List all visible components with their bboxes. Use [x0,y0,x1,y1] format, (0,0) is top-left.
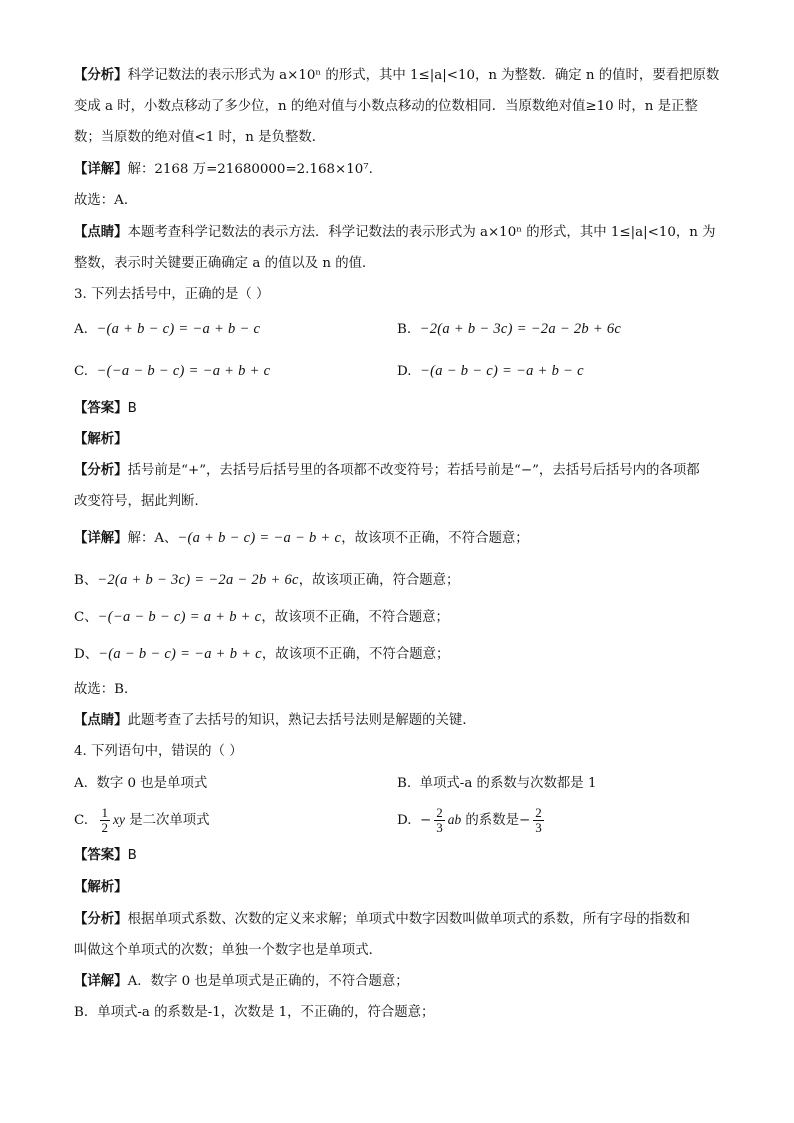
q2-comment-line-1: 【点睛】本题考查科学记数法的表示方法．科学记数法的表示形式为 a×10ⁿ 的形式，其中 1≤|a|<10，n 为 [74,225,716,240]
q3-option-a: A. −(a + b − c) = −a + b − c [74,321,261,337]
fraction-two-thirds-answer: $\frac{2}{3}$ [535,805,542,835]
q4-detail-b: B．单项式-a 的系数是-1，次数是 1，不正确的，符合题意； [74,1005,435,1020]
q4-option-c: C. $\frac{1}{2}$ xy 是二次单项式 [74,805,210,835]
q4-stem: 4. 下列语句中，错误的（ ） [74,744,243,759]
q2-analysis-line-2: 变成 a 时，小数点移动了多少位，n 的绝对值与小数点移动的位数相同．当原数绝对值≥10 时，n 是正整 [74,99,698,114]
q4-explain-label: 【解析】 [74,880,128,895]
q3-answer: 【答案】B [74,401,137,416]
q4-answer: 【答案】B [74,848,137,863]
q2-comment-line-2: 整数，表示时关键要正确确定 a 的值以及 n 的值． [74,256,376,271]
q3-detail-b: B、−2(a + b − 3c) = −2a − 2b + 6c，故该项正确，符合题意； [74,572,460,588]
q3-choose: 故选：B． [74,682,138,697]
q2-choose: 故选：A． [74,193,138,208]
q4-option-a: A. 数字 0 也是单项式 [74,776,208,791]
q3-detail-c: C、−(−a − b − c) = a + b + c，故该项不正确，不符合题意； [74,609,449,625]
q3-explain-label: 【解析】 [74,432,128,447]
q2-analysis-line-1: 【分析】科学记数法的表示形式为 a×10ⁿ 的形式，其中 1≤|a|<10，n 为整数．确定 n 的值时，要看把原数 [74,68,720,83]
analysis-label: 【分析】 [74,68,128,83]
q3-detail-a: 【详解】解：A、−(a + b − c) = −a − b + c，故该项不正确，不符合题意； [74,530,529,546]
q2-analysis-line-3: 数；当原数的绝对值<1 时，n 是负整数． [74,130,326,145]
q3-analysis-line-2: 改变符号，据此判断． [74,494,208,509]
q2-detail: 【详解】解：2168 万=21680000=2.168×10⁷. [74,162,373,177]
fraction-two-thirds: $\frac{2}{3}$ [436,805,443,835]
q4-analysis-line-2: 叫做这个单项式的次数；单独一个数字也是单项式． [74,943,382,958]
q3-stem: 3. 下列去括号中，正确的是（ ） [74,287,270,302]
fraction-one-half: $\frac{1}{2}$ [101,805,109,835]
q3-comment: 【点睛】此题考查了去括号的知识，熟记去括号法则是解题的关键． [74,713,476,728]
q3-option-d: D. −(a − b − c) = −a + b − c [397,363,584,379]
q3-detail-d: D、−(a − b − c) = −a + b + c，故该项不正确，不符合题意； [74,646,450,662]
q4-option-b: B. 单项式-a 的系数与次数都是 1 [397,776,597,791]
q3-option-c: C. −(−a − b − c) = −a + b + c [74,363,271,379]
q3-option-b: B. −2(a + b − 3c) = −2a − 2b + 6c [397,321,622,337]
q3-analysis-line-1: 【分析】括号前是“+”，去括号后括号里的各项都不改变符号；若括号前是“−”，去括号后括号内的各项都 [74,463,700,478]
q4-detail-a: 【详解】A．数字 0 也是单项式是正确的，不符合题意； [74,974,409,989]
q4-option-d: D. − $\frac{2}{3}$ ab 的系数是− $\frac{2}{3}$ [397,805,542,835]
q4-analysis-line-1: 【分析】根据单项式系数、次数的定义来求解；单项式中数字因数叫做单项式的系数，所有字母的指数和 [74,912,690,927]
